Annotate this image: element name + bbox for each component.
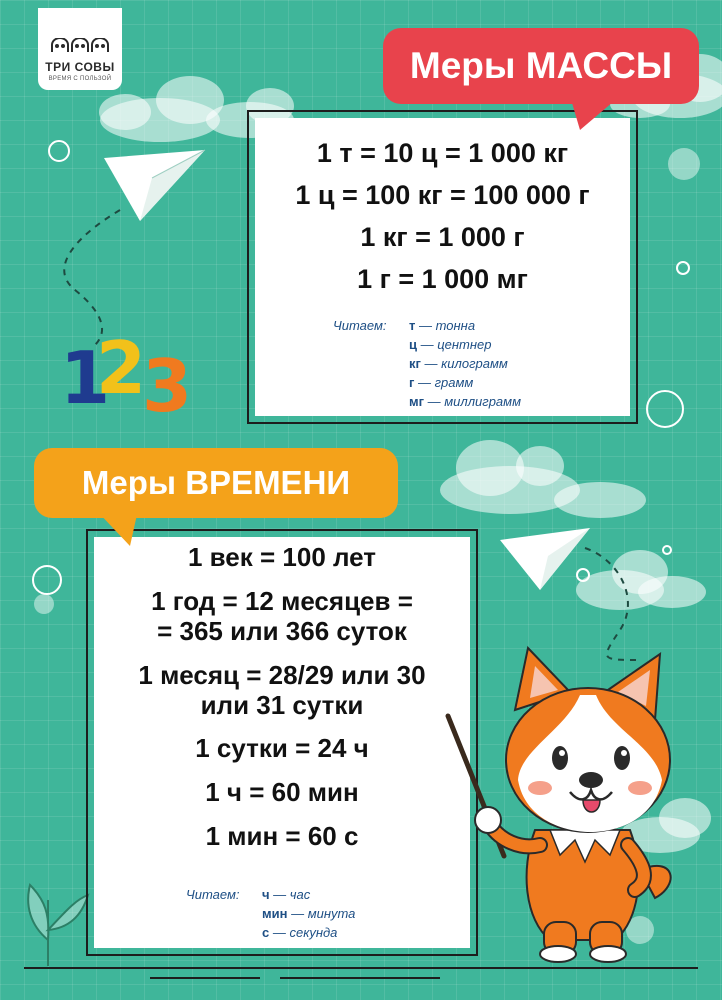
legend-item: с — секунда — [262, 925, 338, 940]
legend-item: кг — килограмм — [409, 356, 508, 371]
plant-icon — [28, 885, 88, 966]
number-one: 1 — [60, 336, 111, 420]
time-equation: 1 месяц = 28/29 или 30 — [138, 659, 426, 690]
mass-reading-legend — [333, 316, 521, 411]
time-equation: = 365 или 366 суток — [157, 615, 407, 646]
cloud-icon — [576, 550, 706, 610]
logo-brand-name: ТРИ СОВЫ — [45, 60, 115, 74]
numbers-decoration — [60, 326, 200, 428]
dog-with-pointer-icon — [440, 640, 690, 970]
time-title: Меры ВРЕМЕНИ — [34, 448, 398, 518]
time-equation: 1 ч = 60 мин — [205, 777, 359, 808]
legend-item: т — тонна — [409, 318, 476, 333]
legend-item: мин — минута — [262, 906, 356, 921]
mass-equation: 1 ц = 100 кг = 100 000 г — [295, 180, 590, 211]
time-reading-label: Читаем: — [186, 887, 240, 902]
logo-tagline: ВРЕМЯ С ПОЛЬЗОЙ — [48, 76, 112, 82]
time-equation: 1 век = 100 лет — [187, 542, 377, 572]
legend-item: ч — час — [262, 887, 311, 902]
time-equation: 1 сутки = 24 ч — [195, 733, 369, 764]
number-two: 2 — [96, 326, 147, 410]
legend-item: мг — миллиграмм — [409, 394, 521, 409]
mass-card — [255, 118, 630, 416]
mass-equation: 1 кг = 1 000 г — [360, 222, 525, 253]
legend-item: г — грамм — [409, 375, 474, 390]
cloud-icon — [440, 440, 646, 518]
mass-equation: 1 т = 10 ц = 1 000 кг — [316, 138, 569, 168]
mass-reading-label: Читаем: — [333, 318, 387, 333]
time-equation: 1 год = 12 месяцев = — [151, 585, 413, 616]
time-card — [94, 537, 470, 948]
number-three: 3 — [142, 344, 193, 428]
mass-title: Меры МАССЫ — [383, 28, 699, 104]
owls-logo-icon — [50, 38, 110, 54]
time-equation: или 31 сутки — [200, 689, 364, 720]
time-reading-legend — [186, 885, 355, 942]
paper-plane-icon — [500, 528, 590, 590]
time-equation: 1 мин = 60 с — [205, 821, 359, 852]
mass-equation: 1 г = 1 000 мг — [357, 264, 528, 295]
legend-item: ц — центнер — [409, 337, 492, 352]
brand-logo — [38, 8, 122, 90]
